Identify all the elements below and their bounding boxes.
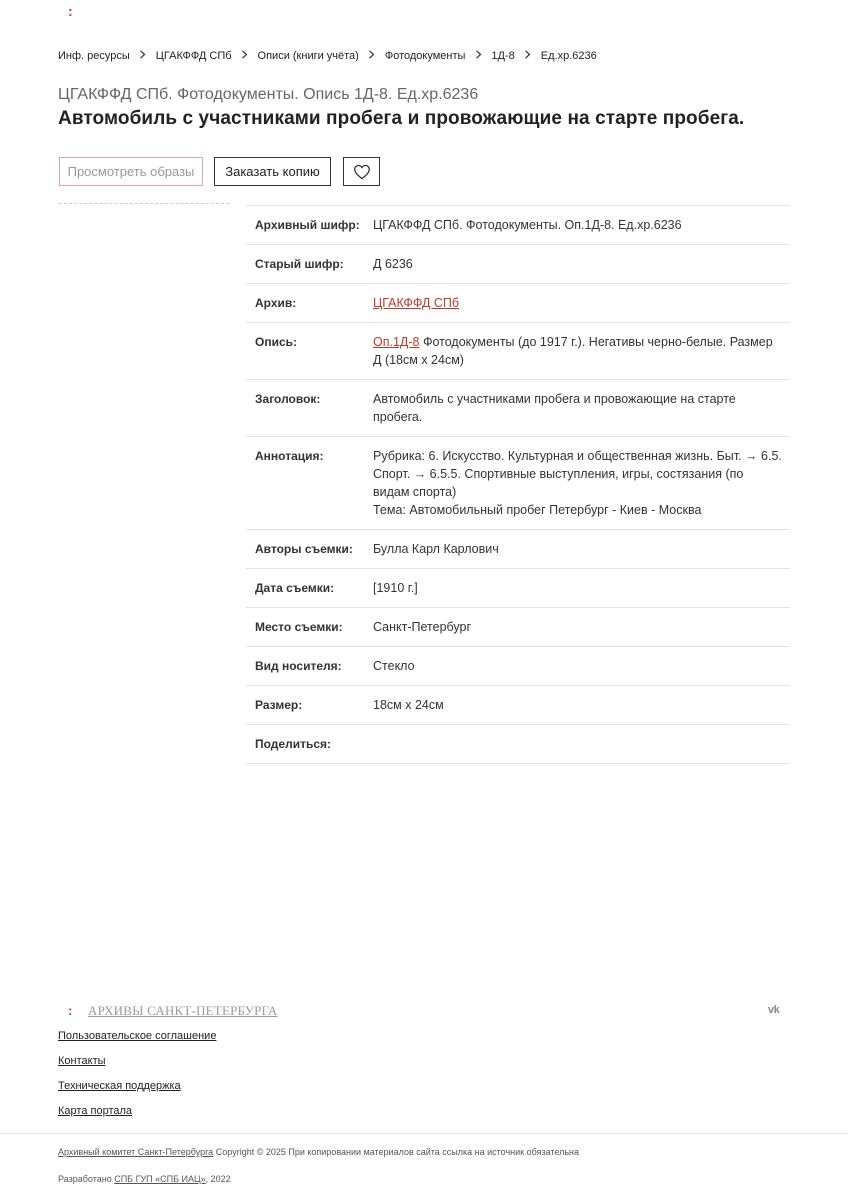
detail-value: Санкт-Петербург [373,620,472,634]
copyright-text: Copyright © 2025 При копировании материалов сайта ссылка на источник обязательна [213,1147,580,1157]
detail-label: Архив: [255,296,297,310]
developer-suffix: , 2022 [205,1174,231,1184]
breadcrumb-item-info-resources[interactable]: Инф. ресурсы [58,50,130,62]
detail-value: 18см х 24см [373,698,444,712]
footer-link-user-agreement[interactable]: Пользовательское соглашение [58,1030,217,1042]
chevron-right-icon [130,50,156,62]
annotation-rubric: Рубрика: 6. Искусство. Культурная и общественная жизнь. Быт. → 6.5. Спорт. → 6.5.5. Спортивные выступления, игры, состязания (по видам спорта) [373,449,782,499]
detail-label: Заголовок: [255,392,321,406]
breadcrumb-item-photodocuments[interactable]: Фотодокументы [384,50,466,62]
detail-label: Поделиться: [255,737,332,751]
annotation-theme: Тема: Автомобильный пробег Петербург - Киев - Москва [373,503,702,517]
footer-link-contacts[interactable]: Контакты [58,1055,106,1067]
archive-committee-link[interactable]: Архивный комитет Санкт-Петербурга [58,1147,214,1157]
detail-value [373,437,790,529]
developer-credit [58,1174,231,1184]
order-copy-button[interactable]: Заказать копию [214,157,331,186]
detail-value: Булла Карл Карлович [373,542,499,556]
detail-row-authors [246,530,790,569]
detail-label: Архивный шифр: [255,218,360,232]
vk-icon[interactable]: vk [768,1004,780,1016]
detail-value: Д 6236 [373,257,413,271]
detail-value: Стекло [373,659,415,673]
detail-label: Аннотация: [255,449,324,463]
heart-icon [353,164,371,180]
share-buttons[interactable] [373,725,790,763]
detail-value: ЦГАКФФД СПб. Фотодокументы. Оп.1Д-8. Ед.хр.6236 [373,218,682,232]
detail-label: Старый шифр: [255,257,344,271]
detail-label: Вид носителя: [255,659,342,673]
detail-label: Дата съемки: [255,581,335,595]
chevron-right-icon [232,50,258,62]
details-table [246,205,790,764]
detail-row-inventory [246,323,790,380]
breadcrumb-item-current: Ед.хр.6236 [540,50,597,62]
detail-row-old-code [246,245,790,284]
developer-link[interactable]: СПБ ГУП «СПБ ИАЦ» [114,1174,206,1184]
breadcrumb-item-archive[interactable]: ЦГАКФФД СПб [155,50,232,62]
chevron-right-icon [465,50,491,62]
breadcrumb-item-inventories[interactable]: Описи (книги учёта) [257,50,359,62]
detail-label: Место съемки: [255,620,343,634]
image-placeholder [59,203,229,205]
developer-prefix: Разработано [58,1174,115,1184]
detail-row-share [246,725,790,764]
page-subtitle: ЦГАКФФД СПб. Фотодокументы. Опись 1Д-8. Ед.хр.6236 [58,86,479,103]
footer-link-sitemap[interactable]: Карта портала [58,1105,133,1117]
footer-brand-link[interactable]: АРХИВЫ САНКТ-ПЕТЕРБУРГА [88,1003,278,1018]
detail-row-archive-code [246,206,790,245]
footer-link-support[interactable]: Техническая поддержка [58,1080,181,1092]
detail-label: Опись: [255,335,298,349]
detail-value: Автомобиль с участниками пробега и провожающие на старте пробега. [373,392,736,424]
detail-label: Авторы съемки: [255,542,353,556]
chevron-right-icon [515,50,541,62]
detail-row-size [246,686,790,725]
detail-row-annotation [246,437,790,530]
detail-value [373,284,790,322]
favorite-button[interactable] [343,157,380,186]
detail-value [373,323,790,379]
detail-value: [1910 г.] [373,581,418,595]
detail-row-date [246,569,790,608]
detail-row-carrier [246,647,790,686]
inventory-link[interactable]: Оп.1Д-8 [373,335,420,349]
chevron-right-icon [359,50,385,62]
footer-divider [0,1133,848,1134]
page-title: Автомобиль с участниками пробега и провожающие на старте пробега. [58,108,745,129]
detail-row-place [246,608,790,647]
view-images-button[interactable]: Просмотреть образы [59,157,203,186]
footer-logo[interactable]: : [68,1003,73,1018]
archive-link[interactable]: ЦГАКФФД СПб [373,296,460,310]
breadcrumb [58,50,597,62]
detail-row-heading [246,380,790,437]
detail-row-archive [246,284,790,323]
breadcrumb-item-inventory[interactable]: 1Д-8 [491,50,515,62]
site-logo[interactable]: : [68,3,73,19]
detail-label: Размер: [255,698,303,712]
inventory-description: Фотодокументы (до 1917 г.). Негативы черно-белые. Размер Д (18см х 24см) [373,335,773,367]
copyright [58,1147,579,1157]
